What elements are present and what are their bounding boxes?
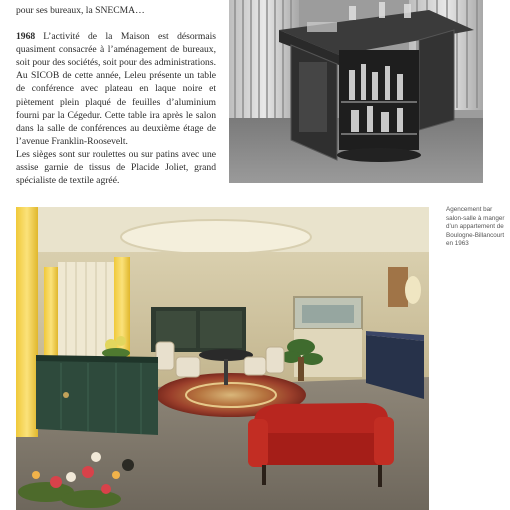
year-heading: 1968	[16, 31, 36, 43]
bar-cabinet-photo	[229, 0, 483, 183]
caption-line: d’un appartement de	[446, 223, 504, 231]
intro-line: pour ses bureaux, la SNECMA…	[16, 5, 145, 16]
salon-photo	[16, 207, 429, 510]
photo-caption	[446, 206, 510, 249]
paragraph-gap	[16, 17, 216, 30]
paragraph-1-text: L’activité de la Maison est désormais quasiment consacrée à l’aménagement de bureaux, soit pour des sociétés, soit pour des administrations. Au SICOB de cette année, Leleu présente un table de conférence avec plateau en laque noire et piètement plein plaqué de feuilles d’aluminium fourni par la Cégedur. Cette table ira après le salon dans la salle de conférences au deuxième étage de l’avenue Franklin-Roosevelt.	[16, 31, 216, 147]
body-text	[16, 4, 216, 187]
caption-line: en 1963	[446, 240, 469, 248]
paragraph-2: Les sièges sont sur roulettes ou sur patins avec une assise garnie de tissus de Placide Joliet, grand spécialiste de textile agréé.	[16, 148, 216, 187]
caption-line: Agencement bar	[446, 206, 493, 213]
caption-line: Boulogne-Billancourt	[446, 231, 505, 239]
caption-line: salon-salle à manger	[446, 214, 505, 222]
paragraph-1	[16, 30, 216, 148]
